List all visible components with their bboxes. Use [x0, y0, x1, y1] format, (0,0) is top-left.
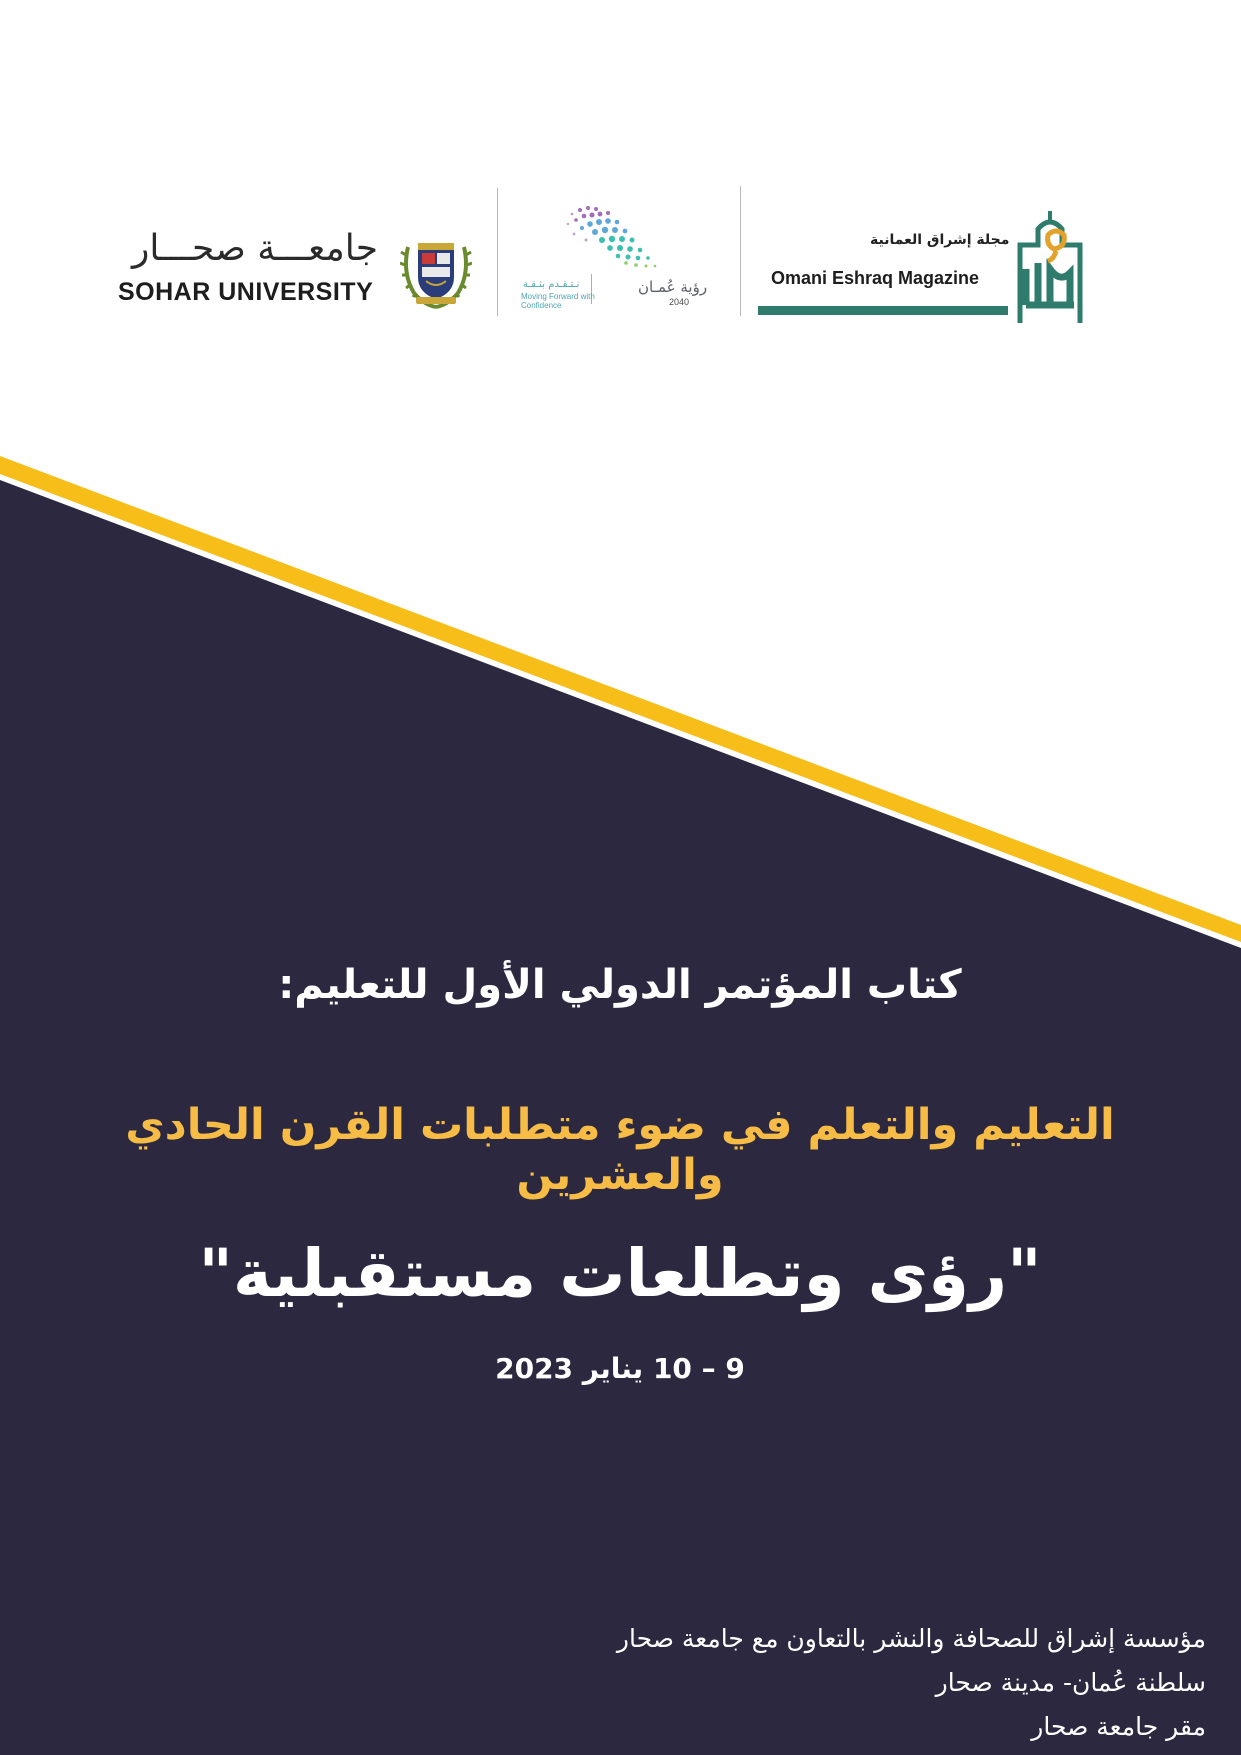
logo-separator	[497, 188, 498, 316]
eshraq-logo-icon	[1008, 205, 1092, 323]
conference-date: 9 – 10 يناير 2023	[495, 1352, 745, 1385]
sohar-crest-icon	[400, 233, 472, 309]
conference-theme: التعليم والتعلم في ضوء متطلبات القرن الحادي والعشرين	[125, 1100, 1115, 1200]
eshraq-magazine-arabic-name: مجلة إشراق العمانية	[870, 232, 1010, 248]
oman-vision-tagline-arabic: نـتـقـدم بثـقـة	[523, 279, 580, 290]
logo-separator	[740, 186, 741, 316]
publisher-line: مؤسسة إشراق للصحافة والنشر بالتعاون مع جامعة صحار	[616, 1624, 1206, 1653]
location-line: سلطنة عُمان- مدينة صحار	[935, 1668, 1206, 1697]
eshraq-underline-bar	[758, 306, 1008, 315]
sohar-university-english-name: SOHAR UNIVERSITY	[118, 278, 374, 306]
venue-line: مقر جامعة صحار	[1031, 1712, 1206, 1741]
oman-vision-arabic: رؤية عُمـان	[638, 278, 708, 296]
sohar-university-arabic-name: جامعـــة صحـــار	[131, 228, 379, 269]
oman-vision-tagline-english: Moving Forward with Confidence	[521, 292, 595, 310]
eshraq-magazine-english-name: Omani Eshraq Magazine	[771, 268, 980, 288]
oman-vision-2040-icon	[560, 200, 710, 280]
book-title: كتاب المؤتمر الدولي الأول للتعليم:	[278, 962, 962, 1008]
oman-vision-year: 2040	[669, 297, 690, 307]
conference-subtitle: "رؤى وتطلعات مستقبلية"	[198, 1235, 1042, 1312]
